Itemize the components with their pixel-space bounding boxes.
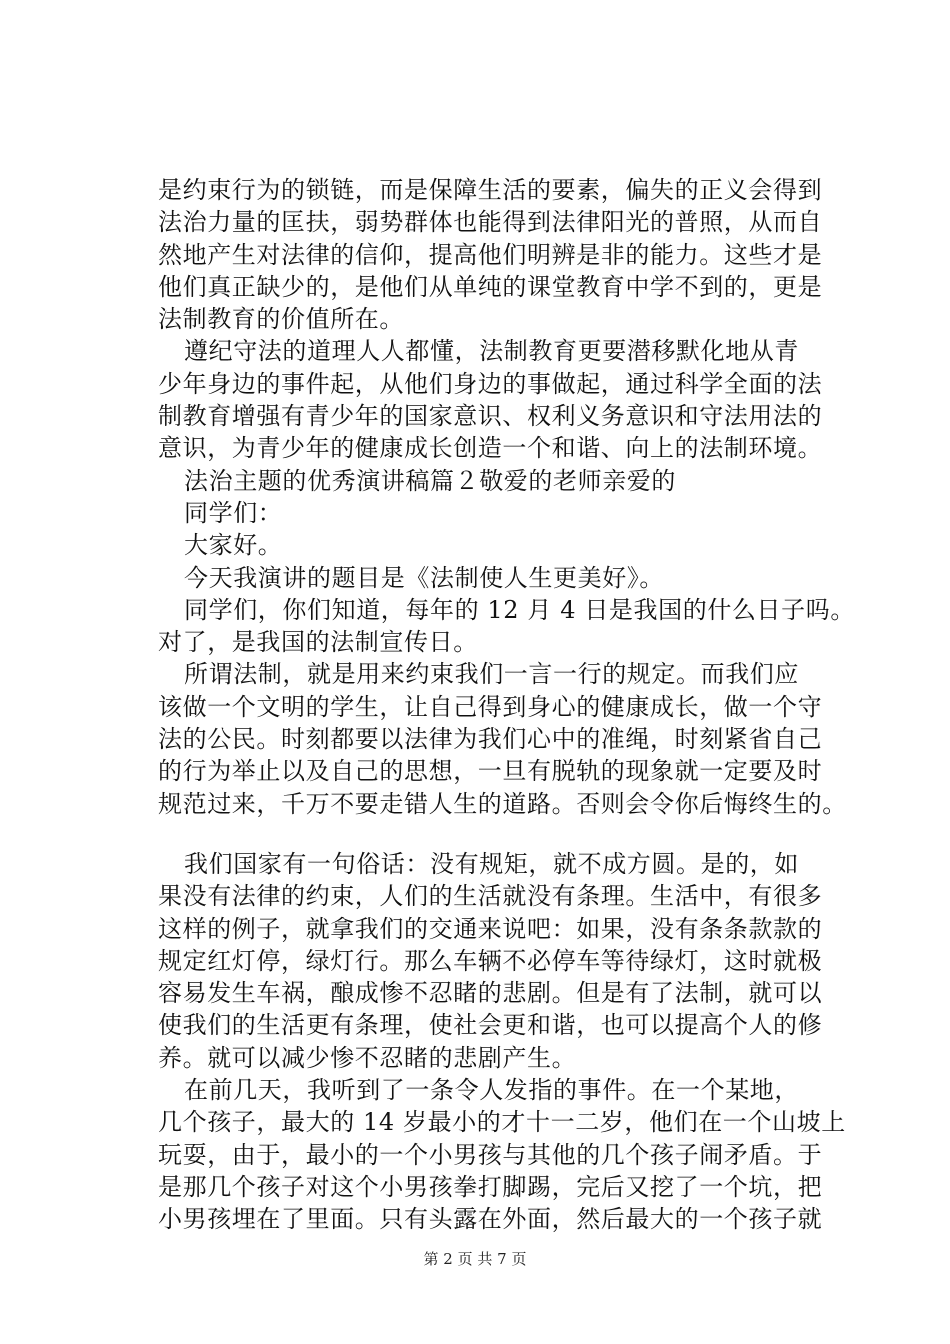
text-line: 法制教育的价值所在。	[158, 305, 404, 334]
text-line: 意识，为青少年的健康成长创造一个和谐、向上的法制环境。	[158, 434, 823, 463]
text-line: 然地产生对法律的信仰，提高他们明辨是非的能力。这些才是	[158, 240, 823, 269]
section-title: 法治主题的优秀演讲稿篇２敬爱的老师亲爱的	[184, 466, 676, 495]
text-line: 是约束行为的锁链，而是保障生活的要素，偏失的正义会得到	[158, 176, 823, 204]
text-line: 规范过来，千万不要走错人生的道路。否则会令你后悔终生的。	[158, 789, 847, 818]
text-line: 小男孩埋在了里面。只有头露在外面，然后最大的一个孩子就	[158, 1205, 823, 1234]
text-line: 这样的例子，就拿我们的交通来说吧：如果，没有条条款款的	[158, 914, 823, 943]
document-body	[158, 174, 855, 1236]
text-line: 几个孩子，最大的 14 岁最小的才十一二岁，他们在一个山坡上	[158, 1108, 846, 1137]
text-line: 遵纪守法的道理人人都懂，法制教育更要潜移默化地从青	[184, 337, 799, 366]
text-line: 他们真正缺少的，是他们从单纯的课堂教育中学不到的，更是	[158, 272, 823, 301]
salutation: 同学们：	[184, 498, 283, 527]
text-line: 使我们的生活更有条理，使社会更和谐，也可以提高个人的修	[158, 1011, 823, 1040]
text-line: 容易发生车祸，酿成惨不忍睹的悲剧。但是有了法制，就可以	[158, 979, 823, 1008]
text-line: 规定红灯停，绿灯行。那么车辆不必停车等待绿灯，这时就极	[158, 946, 823, 975]
text-line: 在前几天，我听到了一条令人发指的事件。在一个某地，	[184, 1076, 799, 1105]
text-line: 的行为举止以及自己的思想，一旦有脱轨的现象就一定要及时	[158, 757, 823, 786]
text-line: 该做一个文明的学生，让自己得到身心的健康成长，做一个守	[158, 692, 823, 721]
page-number-footer: 第 2 页 共 7 页	[423, 1250, 527, 1268]
speech-topic: 今天我演讲的题目是《法制使人生更美好》。	[184, 563, 664, 592]
text-line: 是那几个孩子对这个小男孩拳打脚踢，完后又挖了一个坑，把	[158, 1172, 823, 1201]
text-line: 果没有法律的约束，人们的生活就没有条理。生活中，有很多	[158, 882, 823, 911]
text-line: 少年身边的事件起，从他们身边的事做起，通过科学全面的法	[158, 369, 823, 398]
text-line: 我们国家有一句俗话：没有规矩，就不成方圆。是的，如	[184, 849, 799, 878]
text-line: 法的公民。时刻都要以法律为我们心中的准绳，时刻紧省自己	[158, 725, 823, 754]
text-line: 养。就可以减少惨不忍睹的悲剧产生。	[158, 1043, 577, 1072]
greeting: 大家好。	[184, 531, 283, 560]
text-line: 玩耍，由于，最小的一个小男孩与其他的几个孩子闹矛盾。于	[158, 1140, 823, 1169]
paragraph-gap	[158, 820, 838, 848]
text-line: 所谓法制，就是用来约束我们一言一行的规定。而我们应	[184, 660, 799, 689]
text-line: 对了，是我国的法制宣传日。	[158, 628, 478, 657]
text-line: 法治力量的匡扶，弱势群体也能得到法律阳光的普照，从而自	[158, 208, 823, 237]
text-line: 制教育增强有青少年的国家意识、权利义务意识和守法用法的	[158, 402, 823, 431]
text-line: 同学们，你们知道，每年的 12 月 4 日是我国的什么日子吗。	[184, 595, 855, 624]
